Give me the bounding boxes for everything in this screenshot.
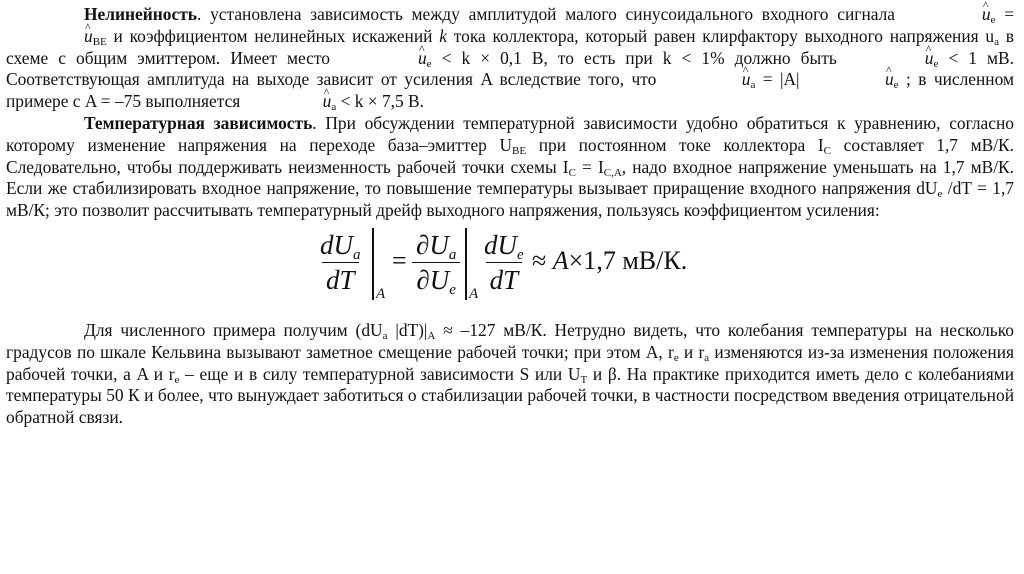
evaluation-bar-1 — [372, 228, 374, 300]
fraction-due-dt: $dU_e$ dT — [484, 229, 524, 295]
u-e-hat: ^ u — [904, 4, 991, 26]
evaluation-bar-2 — [465, 228, 467, 300]
heading-nonlinearity: Нелинейность — [84, 4, 197, 24]
fraction-dua-dt: $dU_a$ dT — [320, 229, 361, 295]
paragraph-numeric-example: Для численного примера получим ($dU_a$ $|dT)|_A \approx -127$ мВ/К. Нетрудно видеть, что колебания температуры на несколько градусов по шкале Кельвина вызывают заметное смещение рабочей точки; при этом A, $r_e$ и $r_a$ изменяются из-за изменения положения рабочей точки, а A и $r_e$ – еще и в силу температурной зависимости S или $U_T$ и β. На практике приходится иметь дело с колебаниями температуры 50 К и более, что вынуждает заботиться о стабилизации рабочей точки, в частности посредством введения отрицательной обратной связи. — [6, 319, 1015, 428]
u-be-hat: ^ u — [6, 26, 93, 48]
heading-temperature: Температурная зависимость — [84, 112, 313, 133]
paragraph-temperature: Температурная зависимость. При обсуждении температурной зависимости удобно обратиться к уравнению, согласно которому изменение напряжения на переходе база–эмиттер $U_{BE}$ при постоянном токе коллектора $I_C$ составляет 1,7 мВ/К. Следовательно, чтобы поддерживать неизменность рабочей точки схемы $I_C = I_{C,A}$, надо входное напряжение уменьшать на 1,7 мВ/К. Если же стабилизировать входное напряжение, то повышение температуры вызывает приращение входного напряжения $dU_e$ /dT = 1,7 мВ/К; это позволит рассчитывать температурный дрейф выходного напряжения, пользуясь коэффициентом усиления: — [6, 112, 1014, 221]
formula-result: ≈ A×1,7 мВ/К. — [532, 245, 688, 275]
formula-temperature-drift: $dU_a$ dT A = $\frac{\partial U_a}{\partial U_e}$ A $dU_e$ dT ≈ A×1,7 мВ/К. — [6, 226, 1014, 314]
fraction-partial: $\frac{\partial U_a}{\partial U_e}$ — [412, 228, 460, 297]
paragraph-nonlinearity: Нелинейность. установлена зависимость между амплитудой малого синусоидального входного сигнала ^ $u_e$ = ^ $u_{BE}$ и коэффициентом нелинейных искажений k тока коллектора, который равен клирфактору выходного напряжения $u_a$ в схеме с общим эмиттером. Имеет место ^ $u_e < k \times 0,1$ В, то есть при k < 1% должно быть ^ $u_e < 1$ мВ. Соответствующая амплитуда на выходе зависит от усиления A вследствие того, что ^ $u_a = |A|$ ^ $u_e$ ; в численном примере с A = –75 выполняется ^ $u_a < k \times 7,5$ В. — [6, 4, 1014, 113]
